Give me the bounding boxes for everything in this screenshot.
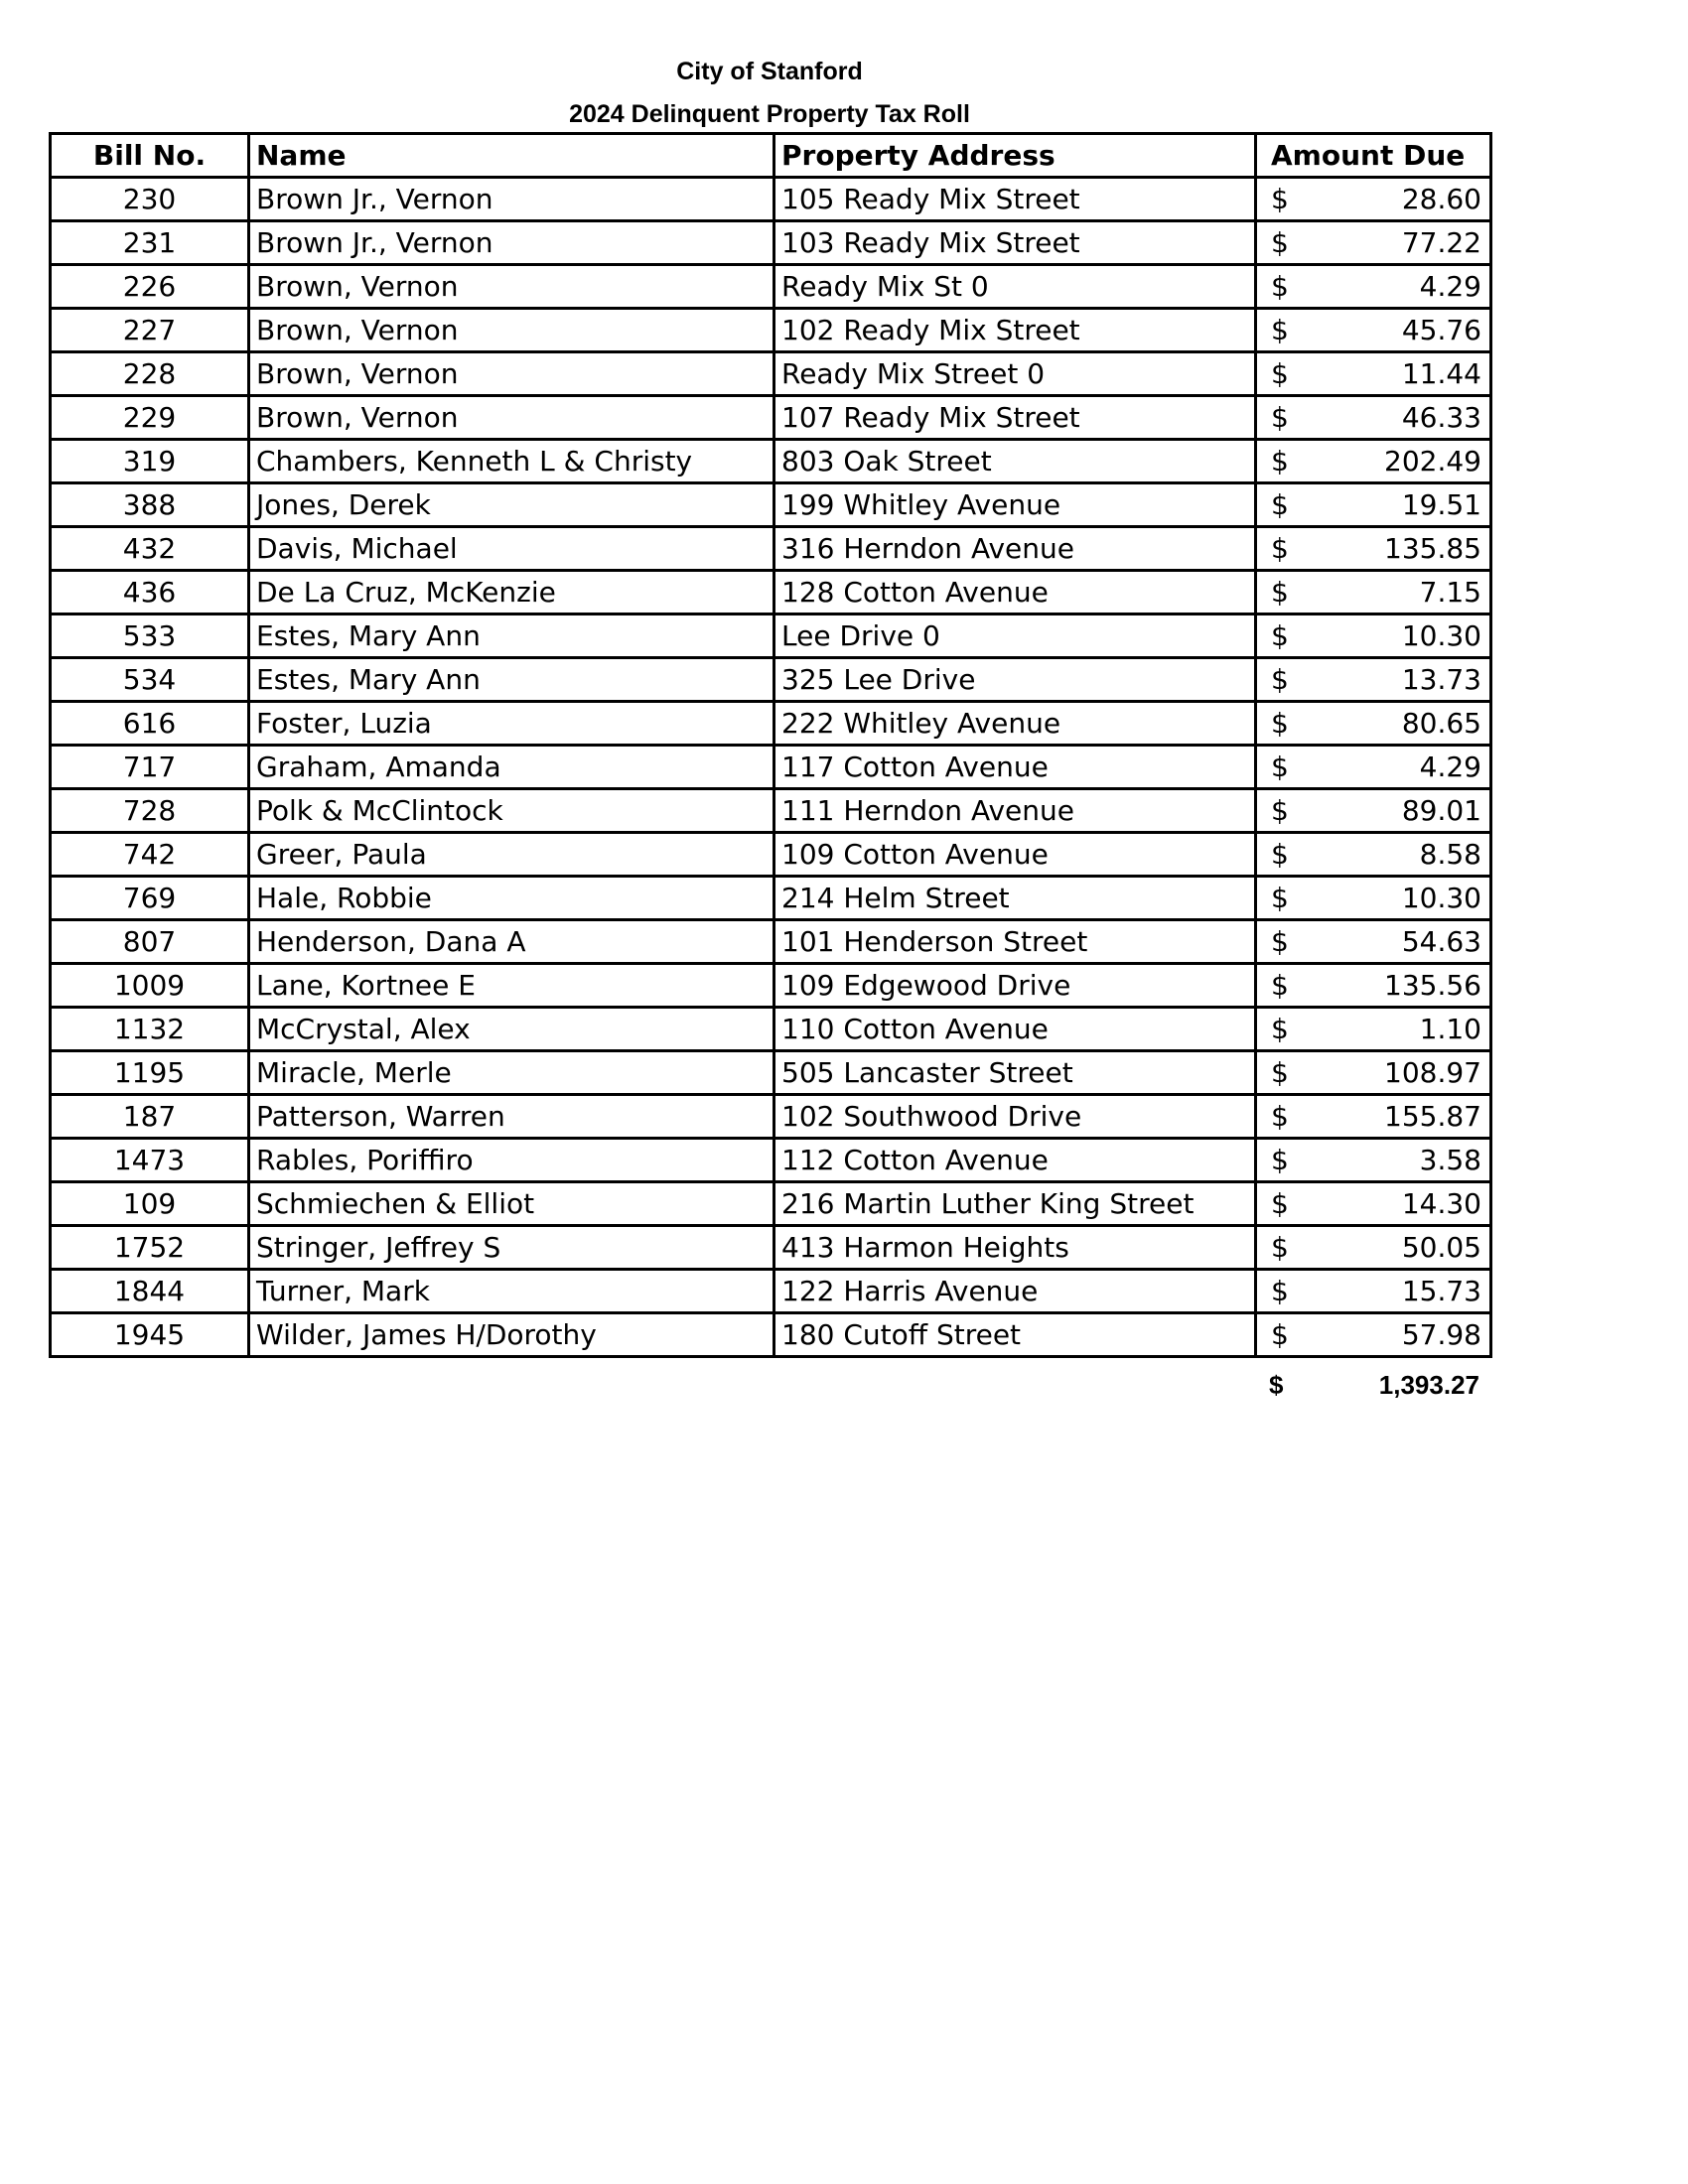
amount-due-wrapper bbox=[1263, 706, 1483, 742]
currency-symbol: $ bbox=[1271, 1099, 1289, 1133]
table-row bbox=[51, 309, 1491, 352]
amount-value: 135.56 bbox=[1384, 968, 1481, 1002]
amount-value: 89.01 bbox=[1401, 793, 1481, 827]
property-address-cell: Ready Mix St 0 bbox=[774, 265, 1256, 309]
bill-number-cell: 436 bbox=[51, 571, 249, 614]
bill-number-cell: 1132 bbox=[51, 1008, 249, 1051]
amount-due-wrapper bbox=[1263, 1055, 1483, 1091]
amount-due-wrapper bbox=[1263, 1186, 1483, 1222]
document-title: City of Stanford bbox=[676, 58, 863, 85]
currency-symbol: $ bbox=[1271, 444, 1289, 478]
owner-name-cell: Estes, Mary Ann bbox=[249, 658, 774, 702]
currency-symbol: $ bbox=[1271, 269, 1289, 303]
owner-name-cell: Brown, Vernon bbox=[249, 396, 774, 440]
table-row bbox=[51, 964, 1491, 1008]
owner-name-cell: Estes, Mary Ann bbox=[249, 614, 774, 658]
owner-name-cell: Graham, Amanda bbox=[249, 746, 774, 789]
bill-number-cell: 227 bbox=[51, 309, 249, 352]
currency-symbol: $ bbox=[1271, 487, 1289, 521]
amount-due-cell bbox=[1256, 1139, 1491, 1182]
table-row bbox=[51, 178, 1491, 221]
bill-number-cell: 1009 bbox=[51, 964, 249, 1008]
currency-symbol: $ bbox=[1271, 924, 1289, 958]
bill-number-cell: 1195 bbox=[51, 1051, 249, 1095]
amount-value: 10.30 bbox=[1401, 618, 1481, 652]
currency-symbol: $ bbox=[1271, 356, 1289, 390]
owner-name-cell: Brown Jr., Vernon bbox=[249, 178, 774, 221]
amount-due-wrapper bbox=[1263, 968, 1483, 1004]
amount-due-cell bbox=[1256, 658, 1491, 702]
owner-name-cell: Jones, Derek bbox=[249, 483, 774, 527]
amount-value: 13.73 bbox=[1401, 662, 1481, 696]
bill-number-cell: 231 bbox=[51, 221, 249, 265]
property-address-cell: 102 Southwood Drive bbox=[774, 1095, 1256, 1139]
property-address-cell: 128 Cotton Avenue bbox=[774, 571, 1256, 614]
currency-symbol: $ bbox=[1271, 182, 1289, 215]
amount-due-wrapper bbox=[1263, 1099, 1483, 1135]
amount-due-cell bbox=[1256, 352, 1491, 396]
property-address-cell: 101 Henderson Street bbox=[774, 920, 1256, 964]
amount-due-wrapper bbox=[1263, 575, 1483, 611]
currency-symbol: $ bbox=[1271, 837, 1289, 871]
table-row bbox=[51, 352, 1491, 396]
table-row bbox=[51, 1051, 1491, 1095]
property-address-cell: 316 Herndon Avenue bbox=[774, 527, 1256, 571]
amount-due-cell bbox=[1256, 1226, 1491, 1270]
amount-value: 4.29 bbox=[1419, 269, 1481, 303]
property-address-cell: 216 Martin Luther King Street bbox=[774, 1182, 1256, 1226]
owner-name-cell: Miracle, Merle bbox=[249, 1051, 774, 1095]
owner-name-cell: Henderson, Dana A bbox=[249, 920, 774, 964]
table-row bbox=[51, 920, 1491, 964]
amount-due-wrapper bbox=[1263, 487, 1483, 523]
table-row bbox=[51, 1139, 1491, 1182]
owner-name-cell: Rables, Poriffiro bbox=[249, 1139, 774, 1182]
table-header-row bbox=[51, 134, 1491, 178]
property-address-cell: 109 Cotton Avenue bbox=[774, 833, 1256, 877]
amount-due-wrapper bbox=[1263, 793, 1483, 829]
amount-due-cell bbox=[1256, 702, 1491, 746]
amount-due-wrapper bbox=[1263, 618, 1483, 654]
property-address-cell: 413 Harmon Heights bbox=[774, 1226, 1256, 1270]
amount-value: 1.10 bbox=[1419, 1012, 1481, 1045]
bill-number-cell: 1844 bbox=[51, 1270, 249, 1313]
currency-symbol: $ bbox=[1271, 1012, 1289, 1045]
amount-due-wrapper bbox=[1263, 1143, 1483, 1178]
owner-name-cell: Turner, Mark bbox=[249, 1270, 774, 1313]
amount-value: 14.30 bbox=[1401, 1186, 1481, 1220]
amount-value: 3.58 bbox=[1419, 1143, 1481, 1176]
bill-number-cell: 717 bbox=[51, 746, 249, 789]
property-address-cell: 122 Harris Avenue bbox=[774, 1270, 1256, 1313]
document-subtitle: 2024 Delinquent Property Tax Roll bbox=[569, 100, 970, 128]
bill-number-cell: 728 bbox=[51, 789, 249, 833]
table-row bbox=[51, 571, 1491, 614]
property-address-cell: 112 Cotton Avenue bbox=[774, 1139, 1256, 1182]
amount-due-cell bbox=[1256, 746, 1491, 789]
owner-name-cell: Foster, Luzia bbox=[249, 702, 774, 746]
table-row bbox=[51, 1182, 1491, 1226]
amount-due-cell bbox=[1256, 1095, 1491, 1139]
owner-name-cell: Greer, Paula bbox=[249, 833, 774, 877]
currency-symbol: $ bbox=[1271, 1055, 1289, 1089]
table-row bbox=[51, 221, 1491, 265]
amount-due-wrapper bbox=[1263, 1012, 1483, 1047]
bill-number-cell: 230 bbox=[51, 178, 249, 221]
amount-value: 19.51 bbox=[1401, 487, 1481, 521]
table-row bbox=[51, 265, 1491, 309]
amount-due-cell bbox=[1256, 1008, 1491, 1051]
property-address-cell: 103 Ready Mix Street bbox=[774, 221, 1256, 265]
bill-number-cell: 769 bbox=[51, 877, 249, 920]
amount-due-cell bbox=[1256, 614, 1491, 658]
amount-value: 15.73 bbox=[1401, 1274, 1481, 1307]
table-row bbox=[51, 396, 1491, 440]
amount-due-cell bbox=[1256, 571, 1491, 614]
amount-due-wrapper bbox=[1263, 225, 1483, 261]
owner-name-cell: Wilder, James H/Dorothy bbox=[249, 1313, 774, 1357]
owner-name-cell: Brown, Vernon bbox=[249, 265, 774, 309]
amount-due-wrapper bbox=[1263, 313, 1483, 348]
property-address-cell: 109 Edgewood Drive bbox=[774, 964, 1256, 1008]
property-address-cell: 105 Ready Mix Street bbox=[774, 178, 1256, 221]
currency-symbol: $ bbox=[1271, 575, 1289, 609]
currency-symbol: $ bbox=[1271, 400, 1289, 434]
amount-value: 202.49 bbox=[1384, 444, 1481, 478]
amount-due-wrapper bbox=[1263, 356, 1483, 392]
amount-value: 46.33 bbox=[1401, 400, 1481, 434]
table-row bbox=[51, 1270, 1491, 1313]
amount-due-wrapper bbox=[1263, 1274, 1483, 1309]
amount-due-cell bbox=[1256, 1051, 1491, 1095]
grand-total bbox=[1267, 1370, 1487, 1401]
currency-symbol: $ bbox=[1271, 968, 1289, 1002]
amount-due-cell bbox=[1256, 309, 1491, 352]
amount-value: 10.30 bbox=[1401, 881, 1481, 914]
property-address-cell: 117 Cotton Avenue bbox=[774, 746, 1256, 789]
bill-number-cell: 432 bbox=[51, 527, 249, 571]
amount-value: 155.87 bbox=[1384, 1099, 1481, 1133]
amount-due-wrapper bbox=[1263, 881, 1483, 916]
bill-number-cell: 742 bbox=[51, 833, 249, 877]
amount-due-cell bbox=[1256, 221, 1491, 265]
amount-due-wrapper bbox=[1263, 837, 1483, 873]
table-row bbox=[51, 614, 1491, 658]
property-address-cell: 107 Ready Mix Street bbox=[774, 396, 1256, 440]
owner-name-cell: Patterson, Warren bbox=[249, 1095, 774, 1139]
table-row bbox=[51, 483, 1491, 527]
bill-number-cell: 533 bbox=[51, 614, 249, 658]
amount-due-wrapper bbox=[1263, 182, 1483, 217]
tax-roll-table bbox=[49, 132, 1492, 1358]
header-property-address: Property Address bbox=[774, 134, 1256, 178]
owner-name-cell: Hale, Robbie bbox=[249, 877, 774, 920]
currency-symbol: $ bbox=[1271, 618, 1289, 652]
amount-due-cell bbox=[1256, 833, 1491, 877]
amount-value: 28.60 bbox=[1401, 182, 1481, 215]
currency-symbol: $ bbox=[1271, 750, 1289, 783]
table-row bbox=[51, 1008, 1491, 1051]
amount-due-cell bbox=[1256, 1313, 1491, 1357]
property-address-cell: 199 Whitley Avenue bbox=[774, 483, 1256, 527]
currency-symbol: $ bbox=[1271, 793, 1289, 827]
amount-value: 45.76 bbox=[1401, 313, 1481, 346]
bill-number-cell: 1752 bbox=[51, 1226, 249, 1270]
table-row bbox=[51, 440, 1491, 483]
currency-symbol: $ bbox=[1271, 1186, 1289, 1220]
currency-symbol: $ bbox=[1271, 662, 1289, 696]
bill-number-cell: 616 bbox=[51, 702, 249, 746]
owner-name-cell: Brown, Vernon bbox=[249, 309, 774, 352]
owner-name-cell: Stringer, Jeffrey S bbox=[249, 1226, 774, 1270]
property-address-cell: 325 Lee Drive bbox=[774, 658, 1256, 702]
amount-due-cell bbox=[1256, 440, 1491, 483]
amount-due-cell bbox=[1256, 265, 1491, 309]
property-address-cell: 214 Helm Street bbox=[774, 877, 1256, 920]
amount-due-wrapper bbox=[1263, 662, 1483, 698]
bill-number-cell: 187 bbox=[51, 1095, 249, 1139]
amount-due-wrapper bbox=[1263, 531, 1483, 567]
bill-number-cell: 226 bbox=[51, 265, 249, 309]
property-address-cell: 111 Herndon Avenue bbox=[774, 789, 1256, 833]
owner-name-cell: Davis, Michael bbox=[249, 527, 774, 571]
currency-symbol: $ bbox=[1271, 881, 1289, 914]
currency-symbol: $ bbox=[1271, 1317, 1289, 1351]
bill-number-cell: 534 bbox=[51, 658, 249, 702]
owner-name-cell: Chambers, Kenneth L & Christy bbox=[249, 440, 774, 483]
property-address-cell: 505 Lancaster Street bbox=[774, 1051, 1256, 1095]
bill-number-cell: 109 bbox=[51, 1182, 249, 1226]
property-address-cell: Ready Mix Street 0 bbox=[774, 352, 1256, 396]
amount-due-cell bbox=[1256, 178, 1491, 221]
owner-name-cell: Polk & McClintock bbox=[249, 789, 774, 833]
property-address-cell: 222 Whitley Avenue bbox=[774, 702, 1256, 746]
amount-value: 4.29 bbox=[1419, 750, 1481, 783]
table-body bbox=[51, 178, 1491, 1357]
owner-name-cell: Schmiechen & Elliot bbox=[249, 1182, 774, 1226]
amount-due-wrapper bbox=[1263, 750, 1483, 785]
amount-due-cell bbox=[1256, 396, 1491, 440]
amount-due-cell bbox=[1256, 789, 1491, 833]
property-address-cell: 102 Ready Mix Street bbox=[774, 309, 1256, 352]
bill-number-cell: 1945 bbox=[51, 1313, 249, 1357]
amount-value: 77.22 bbox=[1401, 225, 1481, 259]
property-address-cell: 803 Oak Street bbox=[774, 440, 1256, 483]
owner-name-cell: McCrystal, Alex bbox=[249, 1008, 774, 1051]
owner-name-cell: Brown, Vernon bbox=[249, 352, 774, 396]
currency-symbol: $ bbox=[1271, 1274, 1289, 1307]
amount-due-cell bbox=[1256, 1270, 1491, 1313]
bill-number-cell: 228 bbox=[51, 352, 249, 396]
owner-name-cell: De La Cruz, McKenzie bbox=[249, 571, 774, 614]
amount-due-cell bbox=[1256, 920, 1491, 964]
owner-name-cell: Lane, Kortnee E bbox=[249, 964, 774, 1008]
currency-symbol: $ bbox=[1271, 1230, 1289, 1264]
currency-symbol: $ bbox=[1271, 225, 1289, 259]
amount-due-wrapper bbox=[1263, 400, 1483, 436]
amount-due-cell bbox=[1256, 483, 1491, 527]
bill-number-cell: 388 bbox=[51, 483, 249, 527]
table-row bbox=[51, 1095, 1491, 1139]
amount-value: 8.58 bbox=[1419, 837, 1481, 871]
amount-due-cell bbox=[1256, 527, 1491, 571]
table-row bbox=[51, 658, 1491, 702]
amount-value: 50.05 bbox=[1401, 1230, 1481, 1264]
amount-due-cell bbox=[1256, 1182, 1491, 1226]
owner-name-cell: Brown Jr., Vernon bbox=[249, 221, 774, 265]
amount-due-wrapper bbox=[1263, 269, 1483, 305]
table-row bbox=[51, 789, 1491, 833]
amount-value: 57.98 bbox=[1401, 1317, 1481, 1351]
table-row bbox=[51, 833, 1491, 877]
amount-value: 135.85 bbox=[1384, 531, 1481, 565]
amount-value: 7.15 bbox=[1419, 575, 1481, 609]
currency-symbol: $ bbox=[1271, 531, 1289, 565]
property-address-cell: Lee Drive 0 bbox=[774, 614, 1256, 658]
bill-number-cell: 807 bbox=[51, 920, 249, 964]
amount-due-wrapper bbox=[1263, 1317, 1483, 1353]
header-bill-no: Bill No. bbox=[51, 134, 249, 178]
table-row bbox=[51, 702, 1491, 746]
property-address-cell: 110 Cotton Avenue bbox=[774, 1008, 1256, 1051]
header-amount-due: Amount Due bbox=[1256, 134, 1491, 178]
amount-due-cell bbox=[1256, 877, 1491, 920]
currency-symbol: $ bbox=[1271, 1143, 1289, 1176]
amount-value: 108.97 bbox=[1384, 1055, 1481, 1089]
currency-symbol: $ bbox=[1271, 706, 1289, 740]
total-currency-symbol: $ bbox=[1269, 1370, 1284, 1400]
amount-value: 54.63 bbox=[1401, 924, 1481, 958]
amount-value: 11.44 bbox=[1401, 356, 1481, 390]
amount-due-wrapper bbox=[1263, 1230, 1483, 1266]
bill-number-cell: 229 bbox=[51, 396, 249, 440]
table-row bbox=[51, 1226, 1491, 1270]
bill-number-cell: 319 bbox=[51, 440, 249, 483]
amount-due-cell bbox=[1256, 964, 1491, 1008]
header-name: Name bbox=[249, 134, 774, 178]
table-row bbox=[51, 527, 1491, 571]
currency-symbol: $ bbox=[1271, 313, 1289, 346]
total-amount: 1,393.27 bbox=[1378, 1370, 1479, 1400]
amount-due-wrapper bbox=[1263, 924, 1483, 960]
bill-number-cell: 1473 bbox=[51, 1139, 249, 1182]
table-row bbox=[51, 877, 1491, 920]
table-row bbox=[51, 746, 1491, 789]
amount-value: 80.65 bbox=[1401, 706, 1481, 740]
property-address-cell: 180 Cutoff Street bbox=[774, 1313, 1256, 1357]
amount-due-wrapper bbox=[1263, 444, 1483, 479]
table-row bbox=[51, 1313, 1491, 1357]
